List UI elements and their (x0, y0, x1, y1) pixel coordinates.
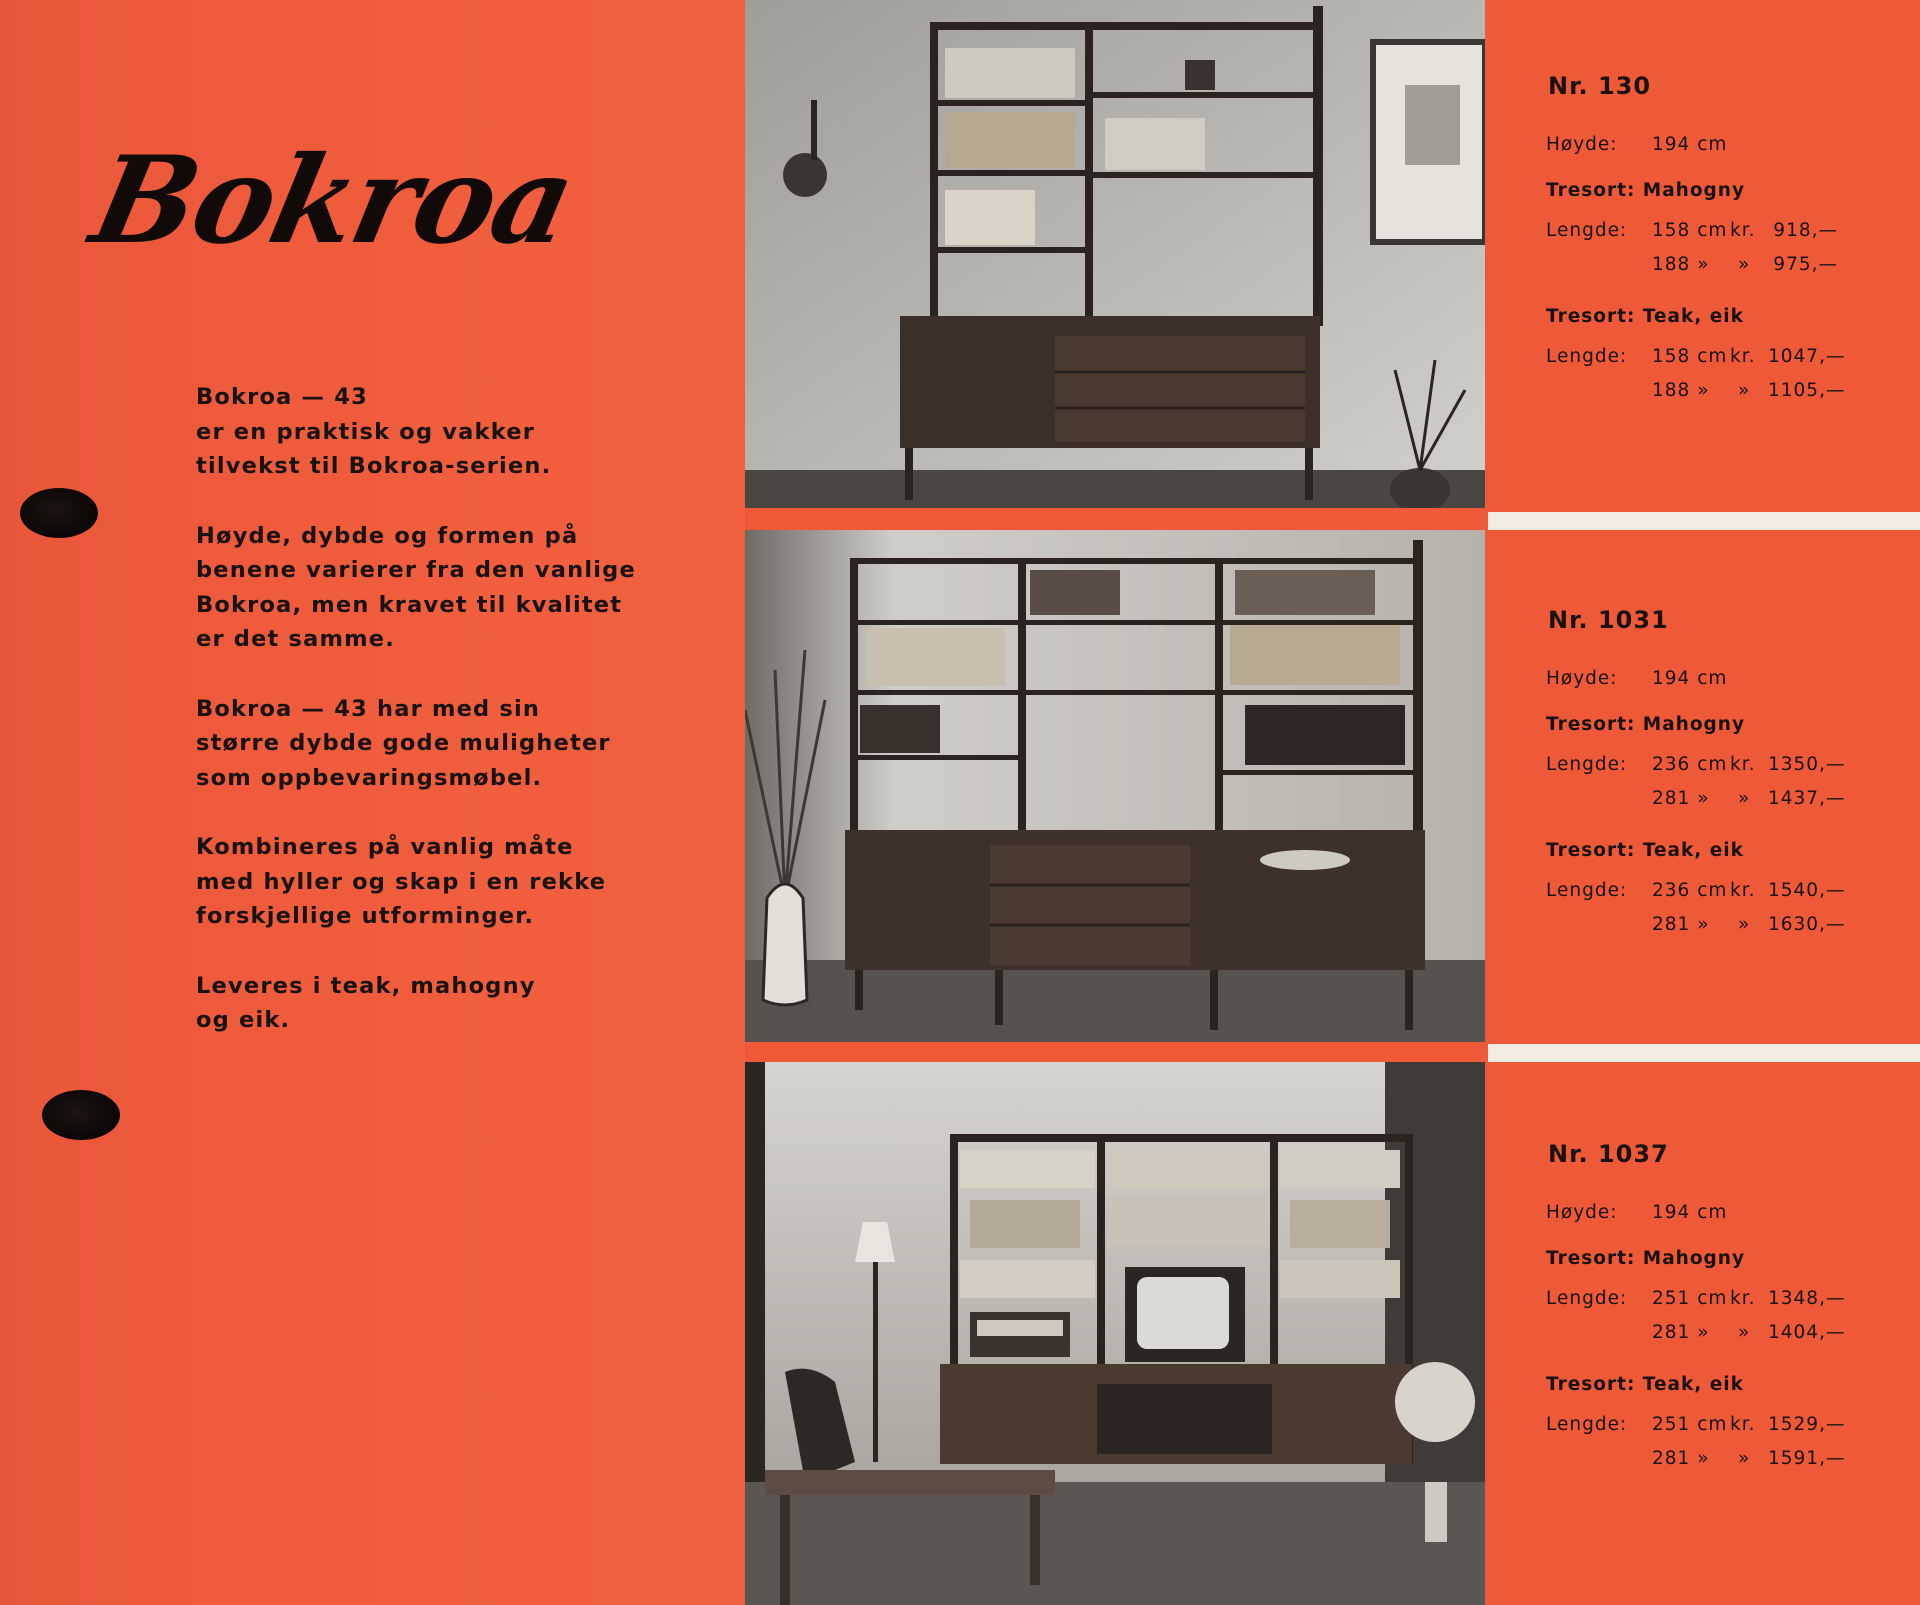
length-label: Lengde: (1546, 880, 1628, 901)
price: 1348,— (1768, 1288, 1846, 1309)
ditto-mark: » (1738, 380, 1751, 401)
length-value: 281 » (1652, 1322, 1710, 1343)
currency: kr. (1730, 880, 1756, 901)
length-value: 236 cm (1652, 754, 1728, 775)
length-value: 281 » (1652, 1448, 1710, 1469)
intro-line: med hyller og skap i en rekke (196, 868, 607, 895)
length-label: Lengde: (1546, 346, 1628, 367)
length-value: 251 cm (1652, 1414, 1728, 1435)
ditto-mark: » (1738, 914, 1751, 935)
wood-type: Tresort: Mahogny (1546, 714, 1746, 735)
model-number: Nr. 1037 (1548, 1140, 1669, 1168)
currency: kr. (1730, 346, 1756, 367)
currency: kr. (1730, 754, 1756, 775)
bokroa-logo (81, 130, 585, 330)
price: 1540,— (1768, 880, 1846, 901)
intro-line: er en praktisk og vakker (196, 418, 536, 445)
price: 1105,— (1768, 380, 1846, 401)
length-value: 188 » (1652, 254, 1710, 275)
length-label: Lengde: (1546, 1414, 1628, 1435)
price: 1630,— (1768, 914, 1846, 935)
length-value: 281 » (1652, 914, 1710, 935)
length-value: 158 cm (1652, 346, 1728, 367)
intro-line: Leveres i teak, mahogny (196, 972, 536, 999)
spec-panel-1031 (1488, 530, 1920, 1042)
ditto-mark: » (1738, 1448, 1751, 1469)
punch-hole (20, 488, 98, 538)
ditto-mark: » (1738, 1322, 1751, 1343)
intro-line: Bokroa, men kravet til kvalitet (196, 591, 623, 618)
intro-paragraph-4 (196, 830, 666, 934)
wood-type: Tresort: Mahogny (1546, 180, 1746, 201)
currency: kr. (1730, 1414, 1756, 1435)
length-value: 281 » (1652, 788, 1710, 809)
photo-bookcase-1031 (745, 530, 1485, 1042)
intro-paragraph-1 (196, 380, 666, 484)
price: 1591,— (1768, 1448, 1846, 1469)
spec-panel-1037 (1488, 1062, 1920, 1605)
currency: kr. (1730, 220, 1756, 241)
intro-line: Kombineres på vanlig måte (196, 834, 574, 860)
intro-paragraph-2 (196, 519, 666, 657)
ditto-mark: » (1738, 788, 1751, 809)
price: 1529,— (1768, 1414, 1846, 1435)
length-value: 158 cm (1652, 220, 1728, 241)
intro-column (0, 0, 745, 1605)
height-label: Høyde: (1546, 134, 1618, 155)
price: 1350,— (1768, 754, 1846, 775)
intro-text (196, 380, 666, 1073)
price: 975,— (1773, 254, 1838, 275)
punch-hole (42, 1090, 120, 1140)
wood-type: Tresort: Teak, eik (1546, 1374, 1744, 1395)
intro-line: Høyde, dybde og formen på (196, 522, 579, 549)
model-number: Nr. 1031 (1548, 606, 1669, 634)
intro-paragraph-5 (196, 969, 666, 1038)
price: 1404,— (1768, 1322, 1846, 1343)
length-label: Lengde: (1546, 1288, 1628, 1309)
height-label: Høyde: (1546, 668, 1618, 689)
photo-bookcase-1037 (745, 1062, 1485, 1605)
intro-line: Bokroa — 43 (196, 384, 368, 410)
length-value: 236 cm (1652, 880, 1728, 901)
wood-type: Tresort: Mahogny (1546, 1248, 1746, 1269)
intro-line: større dybde gode muligheter (196, 730, 611, 756)
height-value: 194 cm (1652, 1202, 1728, 1223)
price: 1047,— (1768, 346, 1846, 367)
currency: kr. (1730, 1288, 1756, 1309)
length-value: 251 cm (1652, 1288, 1728, 1309)
height-label: Høyde: (1546, 1202, 1618, 1223)
divider (1488, 1044, 1920, 1062)
height-value: 194 cm (1652, 668, 1728, 689)
photo-bookcase-130 (745, 0, 1485, 508)
model-number: Nr. 130 (1548, 72, 1652, 100)
wood-type: Tresort: Teak, eik (1546, 306, 1744, 327)
intro-paragraph-3 (196, 692, 666, 796)
logo-text: Bokroa (81, 130, 585, 271)
price: 1437,— (1768, 788, 1846, 809)
intro-line: er det samme. (196, 626, 396, 652)
height-value: 194 cm (1652, 134, 1728, 155)
intro-line: forskjellige utforminger. (196, 903, 535, 929)
intro-line: og eik. (196, 1007, 291, 1033)
intro-line: tilvekst til Bokroa-serien. (196, 453, 552, 479)
intro-line: som oppbevaringsmøbel. (196, 764, 543, 791)
length-label: Lengde: (1546, 754, 1628, 775)
intro-line: benene varierer fra den vanlige (196, 557, 636, 583)
price: 918,— (1773, 220, 1838, 241)
length-label: Lengde: (1546, 220, 1628, 241)
divider (1488, 512, 1920, 530)
intro-line: Bokroa — 43 har med sin (196, 695, 541, 722)
ditto-mark: » (1738, 254, 1751, 275)
spec-panel-130 (1488, 0, 1920, 512)
wood-type: Tresort: Teak, eik (1546, 840, 1744, 861)
length-value: 188 » (1652, 380, 1710, 401)
